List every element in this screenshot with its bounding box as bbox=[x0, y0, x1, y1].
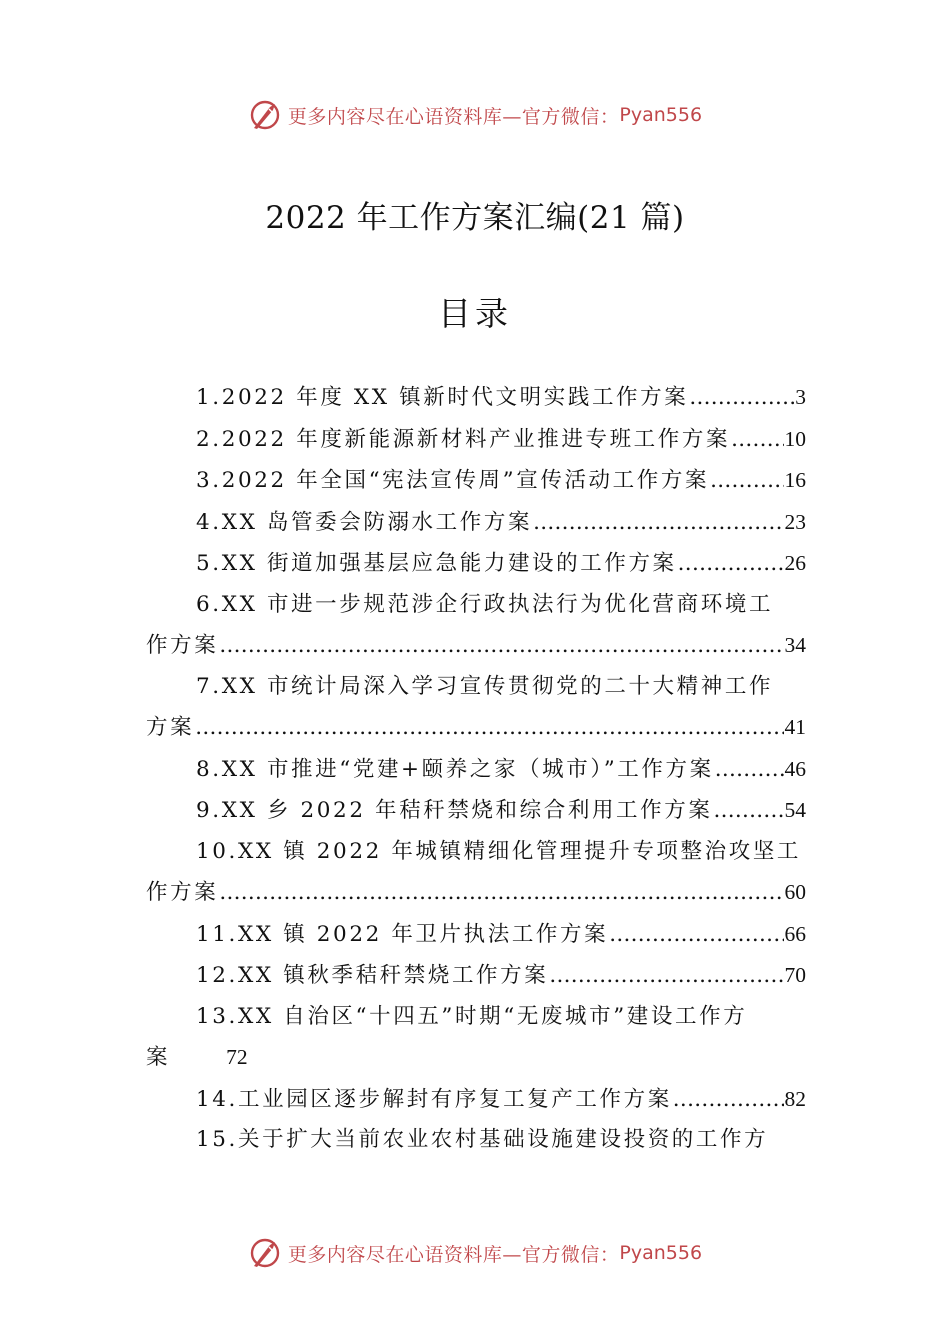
toc-entry-title: 11.XX 镇 2022 年卫片执法工作方案 bbox=[196, 921, 609, 947]
toc-entry-title: 14.工业园区逐步解封有序复工复产工作方案 bbox=[196, 1086, 672, 1112]
toc-entry-title-cont: 作方案 bbox=[146, 633, 219, 658]
toc-leader-dots bbox=[713, 791, 783, 832]
toc-leader-dots bbox=[678, 544, 784, 585]
toc-entry-7[interactable] bbox=[146, 667, 806, 749]
toc-page-number: 23 bbox=[784, 509, 806, 534]
toc-entry-8[interactable] bbox=[146, 749, 806, 791]
toc-entry-title-cont: 案 bbox=[146, 1045, 171, 1070]
watermark-text: 更多内容尽在心语资料库—官方微信： bbox=[287, 1243, 620, 1266]
toc-page-number: 70 bbox=[784, 963, 806, 987]
toc-entry-13[interactable] bbox=[146, 997, 806, 1079]
toc-entry-title: 7.XX 市统计局深入学习宣传贯彻党的二十大精神工作 bbox=[196, 673, 774, 699]
toc-entry-title: 1.2022 年度 XX 镇新时代文明实践工作方案 bbox=[196, 385, 689, 410]
toc-entry-6[interactable] bbox=[146, 585, 806, 667]
toc-page-number: 46 bbox=[784, 756, 806, 781]
toc-entry-14[interactable] bbox=[146, 1079, 806, 1121]
quill-pen-icon bbox=[248, 1236, 282, 1270]
toc-entry-title: 8.XX 市推进“党建+颐养之家（城市）”工作方案 bbox=[196, 756, 714, 782]
toc-page-number: 3 bbox=[795, 385, 806, 409]
toc-entry-title-cont: 方案 bbox=[146, 715, 195, 740]
toc-entry-title: 9.XX 乡 2022 年秸秆禁烧和综合利用工作方案 bbox=[196, 798, 713, 823]
watermark-wechat-id: Pyan556 bbox=[619, 1242, 703, 1264]
toc-entry-10[interactable] bbox=[146, 832, 806, 914]
toc-page-number: 26 bbox=[784, 551, 806, 575]
toc-entry-title: 10.XX 镇 2022 年城镇精细化管理提升专项整治攻坚工 bbox=[196, 838, 802, 864]
toc-leader-dots bbox=[673, 1080, 784, 1121]
table-of-contents bbox=[146, 377, 806, 1161]
toc-page-number: 60 bbox=[784, 880, 806, 904]
toc-entry-title: 5.XX 街道加强基层应急能力建设的工作方案 bbox=[196, 551, 677, 576]
toc-page-number: 72 bbox=[226, 1045, 248, 1069]
toc-leader-dots bbox=[549, 956, 783, 997]
toc-page-number: 34 bbox=[784, 633, 806, 657]
toc-entry-title: 15.关于扩大当前农业农村基础设施建设投资的工作方 bbox=[196, 1127, 769, 1152]
toc-page-number: 82 bbox=[784, 1086, 806, 1111]
toc-leader-dots bbox=[219, 626, 783, 667]
toc-page-number: 10 bbox=[784, 426, 806, 451]
toc-entry-12[interactable] bbox=[146, 955, 806, 997]
toc-entry-3[interactable] bbox=[146, 460, 806, 502]
toc-entry-1[interactable] bbox=[146, 377, 806, 419]
watermark-wechat-id: Pyan556 bbox=[619, 104, 703, 126]
toc-entry-9[interactable] bbox=[146, 790, 806, 832]
toc-entry-title: 2.2022 年度新能源新材料产业推进专班工作方案 bbox=[196, 426, 731, 452]
toc-leader-dots bbox=[731, 420, 783, 461]
toc-leader-dots bbox=[715, 750, 784, 791]
toc-entry-title: 13.XX 自治区“十四五”时期“无废城市”建设工作方 bbox=[196, 1003, 748, 1029]
toc-leader-dots bbox=[609, 915, 783, 956]
toc-entry-15[interactable] bbox=[146, 1120, 806, 1161]
toc-entry-2[interactable] bbox=[146, 419, 806, 461]
toc-leader-dots bbox=[219, 873, 783, 914]
watermark-banner-top bbox=[0, 95, 950, 135]
toc-entry-title: 6.XX 市进一步规范涉企行政执法行为优化营商环境工 bbox=[196, 591, 774, 617]
toc-entry-4[interactable] bbox=[146, 502, 806, 544]
toc-entry-title: 3.2022 年全国“宪法宣传周”宣传活动工作方案 bbox=[196, 468, 710, 493]
toc-page-number: 66 bbox=[784, 921, 806, 946]
toc-leader-dots bbox=[533, 503, 783, 544]
toc-leader-dots bbox=[689, 378, 794, 419]
toc-entry-5[interactable] bbox=[146, 543, 806, 585]
toc-entry-title: 4.XX 岛管委会防溺水工作方案 bbox=[196, 509, 533, 535]
watermark-text: 更多内容尽在心语资料库—官方微信： bbox=[287, 105, 620, 128]
toc-page-number: 41 bbox=[784, 715, 806, 739]
toc-entry-11[interactable] bbox=[146, 914, 806, 956]
toc-leader-dots bbox=[195, 708, 783, 749]
watermark-banner-bottom bbox=[0, 1233, 950, 1273]
toc-heading: 目录 bbox=[438, 294, 512, 333]
toc-entry-title-cont: 作方案 bbox=[146, 880, 219, 905]
toc-leader-dots bbox=[710, 461, 783, 502]
document-title: 2022 年工作方案汇编(21 篇) bbox=[265, 200, 685, 236]
quill-pen-icon bbox=[248, 98, 282, 132]
toc-page-number: 16 bbox=[784, 468, 806, 492]
toc-entry-title: 12.XX 镇秋季秸秆禁烧工作方案 bbox=[196, 963, 549, 988]
toc-page-number: 54 bbox=[784, 798, 806, 822]
